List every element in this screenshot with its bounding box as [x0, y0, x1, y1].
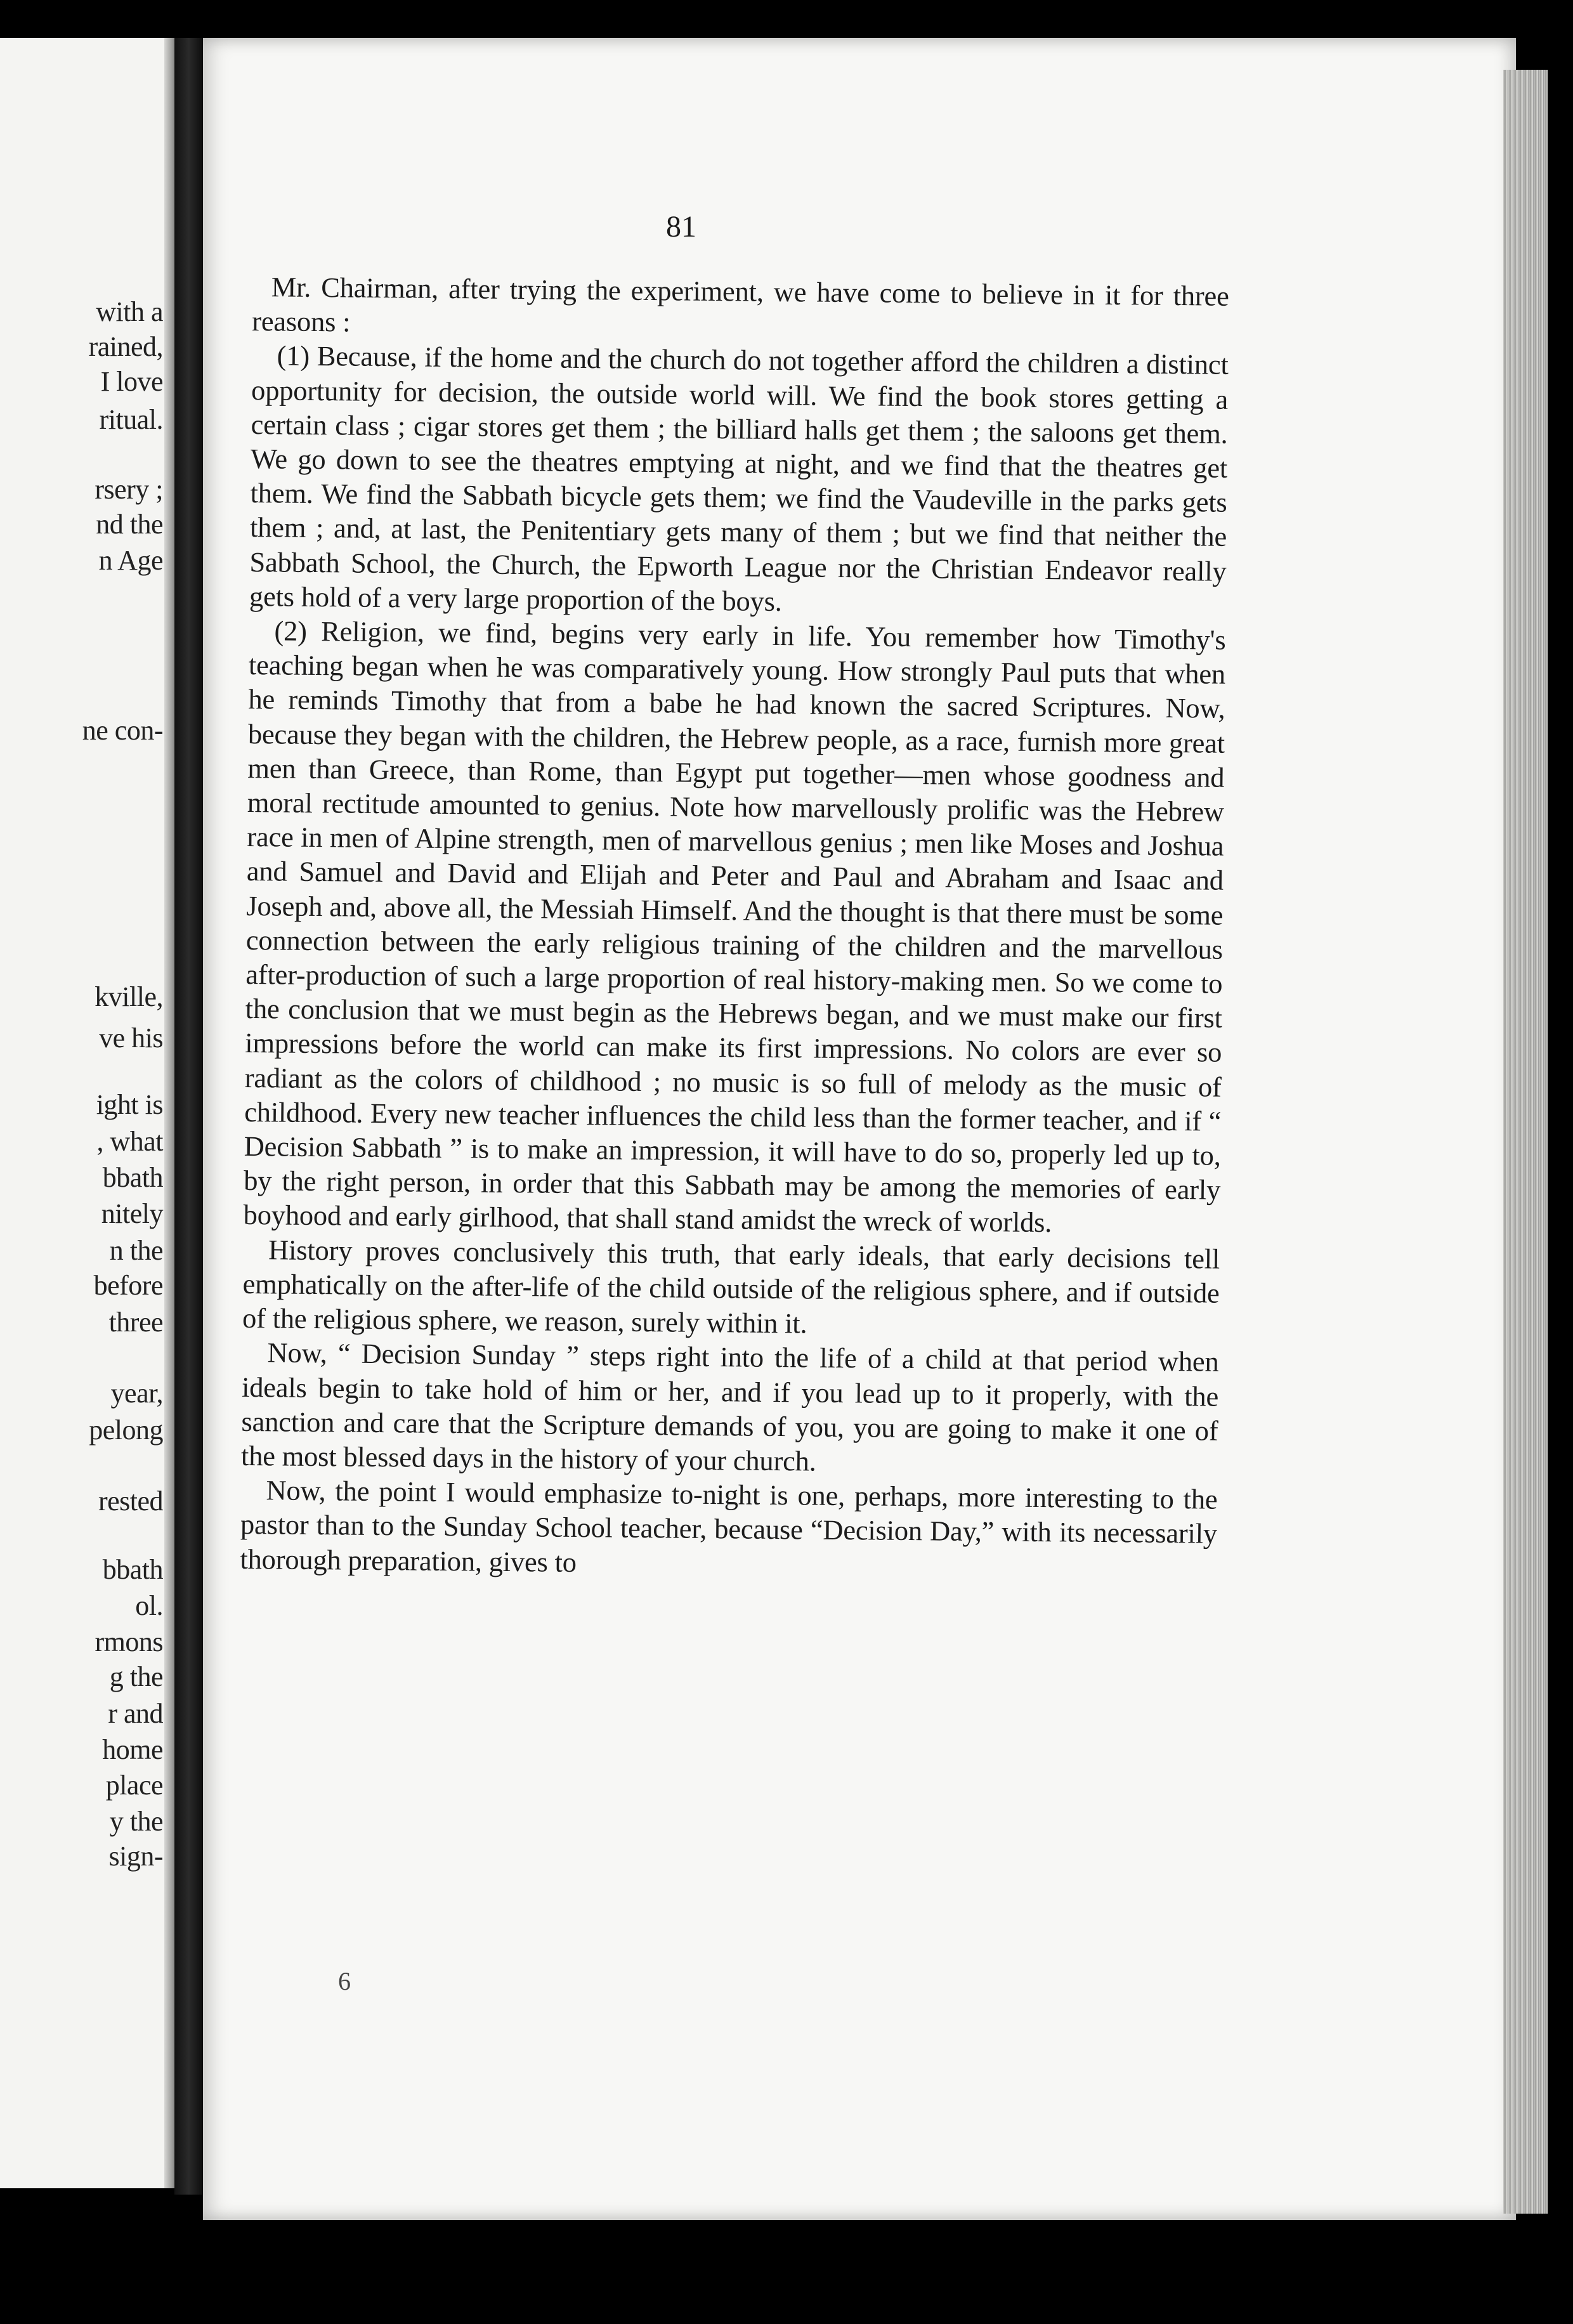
body-text — [240, 270, 1229, 1585]
left-page-line: ol. — [135, 1590, 163, 1621]
left-page-line: ight is — [96, 1089, 163, 1120]
left-page-line: I love — [100, 366, 163, 397]
left-page-line: bbath — [102, 1554, 163, 1585]
left-page-line: pelong — [89, 1414, 163, 1446]
paragraph-history: History proves conclusively this truth, that early ideals, that early decisions tell emphatically on the after-life of the child outside of the religious sphere, and if outside of the religious sphere, we reason, surely within it. — [242, 1234, 1220, 1340]
left-page-line: ritual. — [99, 404, 163, 435]
left-page-line: ne con- — [82, 715, 163, 746]
left-page-line: with a — [96, 296, 163, 327]
left-page-line: bbath — [102, 1162, 163, 1193]
left-page-line: before — [93, 1270, 163, 1301]
signature-mark: 6 — [338, 1967, 351, 1995]
left-page-line: sign- — [108, 1841, 163, 1872]
left-page-line: rmons — [95, 1626, 163, 1657]
paragraph-intro: Mr. Chairman, after trying the experiment, we have come to believe in it for three reasons : — [251, 271, 1229, 338]
page-edges — [1503, 70, 1548, 2214]
paragraph-reason-1: (1) Because, if the home and the church do not together afford the children a distinct opportunity for decision, the outside world will. We find the book stores getting a certain class ; cigar stores get them ; the billiard halls get them ; the saloons get them. We go down to see the theatres emptying at night, and we find that the theatres get them. We find the Sabbath bicycle gets them; we find the Vaudeville in the parks gets them ; and, at last, the Penitentiary gets many of them ; but we find that neither the Sabbath School, the Church, the Epworth League nor the Christian Endeavor really gets hold of a very large proportion of the boys. — [249, 339, 1229, 617]
paragraph-reason-2: (2) Religion, we find, begins very early in life. You remember how Timothy's teaching began when he was comparatively young. How strongly Paul puts that when he reminds Timothy that from a babe he had known the sacred Scriptures. Now, because they began with the children, the Hebrew people, as a race, furnish more great men than Greece, than Rome, than Egypt put together—men whose goodness and moral rectitude amounted to genius. Note how marvellously prolific was the Hebrew race in men of Alpine strength, men of marvellous genius ; men like Moses and Joshua and Samuel and David and Elijah and Peter and Paul and Abraham and Isaac and Joseph and, above all, the Messiah Himself. And the thought is that there must be some connection between the early religious training of the children and the marvellous after-production of such a large proportion of real history-making men. So we come to the conclusion that we must begin as the Hebrews began, and we must make our first impressions before the world can make its first impressions. No colors are ever so radiant as the colors of childhood ; no music is so full of melody as the music of childhood. Every new teacher influences the child less than the former teacher, and if “ Decision Sabbath ” is to make an impression, it will have to do so, properly led up to, by the right person, in order that this Sabbath may be among the memories of early boyhood and early girlhood, that shall stand amidst the wreck of worlds. — [243, 615, 1226, 1239]
left-page-line: home — [102, 1734, 163, 1765]
left-facing-page — [0, 38, 174, 2188]
left-page-line: nitely — [101, 1198, 163, 1229]
left-page-line: r and — [108, 1698, 163, 1729]
book-gutter — [174, 38, 203, 2195]
page-number: 81 — [666, 210, 696, 244]
left-page-line: rsery ; — [95, 474, 163, 505]
left-page-line: nd the — [96, 509, 163, 540]
left-page-line: y the — [109, 1806, 163, 1837]
paragraph-point: Now, the point I would emphasize to-night is one, perhaps, more interesting to the pastor than to the Sunday School teacher, because “Decision Day,” with its necessarily thorough preparation, gives to — [240, 1474, 1218, 1578]
left-page-line: three — [108, 1307, 163, 1338]
left-page-line: , what — [96, 1126, 163, 1157]
left-page-edge — [164, 38, 174, 2188]
left-page-line: n Age — [98, 545, 163, 576]
left-page-line: place — [105, 1770, 163, 1801]
paragraph-decision-sunday: Now, “ Decision Sunday ” steps right into the life of a child at that period when ideals begin to take hold of him or her, and if you lead up to it properly, with the sanction and care that the Scripture demands of you, you are going to make it one of the most blessed days in the history of your church. — [240, 1336, 1219, 1477]
left-page-line: kville, — [95, 981, 163, 1012]
left-page-line: n the — [109, 1235, 163, 1266]
left-page-line: rained, — [88, 331, 163, 362]
left-page-line: g the — [109, 1661, 163, 1692]
left-page-line: rested — [98, 1485, 163, 1517]
left-page-line: year, — [110, 1378, 163, 1409]
left-page-line: ve his — [99, 1022, 163, 1054]
